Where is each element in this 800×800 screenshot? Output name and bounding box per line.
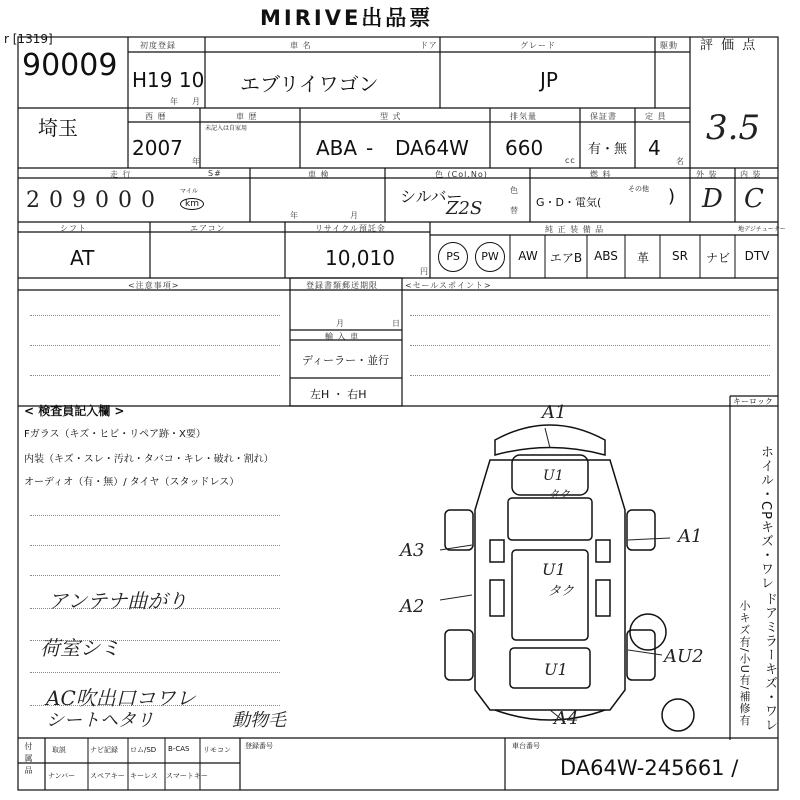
fuel-other: その他 <box>628 185 649 193</box>
mile-note: マイル <box>180 188 198 195</box>
region: 埼玉 <box>38 116 78 140</box>
door-label: ドア <box>420 41 438 50</box>
cc-value: 660 <box>505 136 544 160</box>
acc-rom-sd[interactable]: ロム/SD <box>130 746 157 754</box>
inspect-label: 車 検 <box>308 170 330 179</box>
fuel-label: 燃 料 <box>590 170 612 179</box>
score-label: 評 価 点 <box>700 38 758 53</box>
acc-number-plate[interactable]: ナンバー <box>48 772 76 780</box>
int-label: 内 装 <box>740 170 762 179</box>
form-title: MIRIVE出品票 <box>260 6 434 30</box>
lot-number: 90009 <box>22 48 118 83</box>
equip-navi[interactable]: ナビ <box>705 251 730 265</box>
tuner-label: 地デジチューナー <box>738 226 786 233</box>
right-note-1: ホイル・CPキズ・ワレ <box>758 445 773 590</box>
import-value[interactable]: ディーラー・並行 <box>302 354 390 367</box>
acc-manual[interactable]: 取説 <box>52 746 66 754</box>
equip-label: 純 正 装 備 品 <box>545 225 605 234</box>
inspect-month: 月 <box>350 211 359 220</box>
s-label: S# <box>208 169 222 178</box>
inspector-line <box>30 575 280 576</box>
roof-front-panel <box>508 498 592 540</box>
inspector-line <box>30 515 280 516</box>
inspector-line <box>30 672 280 673</box>
equip-pw[interactable]: PW <box>475 242 505 272</box>
western-label: 西 暦 <box>145 112 167 121</box>
sales-line <box>410 345 770 346</box>
doc-day: 日 <box>392 319 401 328</box>
rear-left-fender <box>445 630 473 680</box>
capacity-value: 4 <box>648 136 661 160</box>
keylock-label: キーロック <box>733 397 773 406</box>
mileage-value: 2 0 9 0 0 0 <box>26 188 156 213</box>
left-door <box>490 580 504 616</box>
color-label: 色 (Col.No) <box>435 170 488 179</box>
handwritten-note: AC吹出口コワレ <box>46 686 196 710</box>
damage-code-a1-front: A1 <box>542 402 567 423</box>
warranty-value[interactable]: 有・無 <box>588 142 628 157</box>
right-door <box>596 580 610 616</box>
acc-navi-record[interactable]: ナビ記録 <box>90 746 118 754</box>
shift-label: シフト <box>60 224 87 233</box>
equip-sunroof[interactable]: SR <box>672 249 688 263</box>
right-note-2: ドアミラーキズ・ワレ <box>762 592 777 732</box>
model-dash: - <box>366 136 374 160</box>
reg-value: H19 10 <box>132 68 205 92</box>
cc-label: 排気量 <box>510 112 537 121</box>
western-year-mark: 年 <box>192 157 201 166</box>
mileage-label: 走 行 <box>110 170 132 179</box>
equip-abs[interactable]: ABS <box>594 249 618 263</box>
inspector-line1: Fガラス（キズ・ヒビ・リペア跡・X要） <box>24 429 206 440</box>
score-value: 3.5 <box>706 108 761 148</box>
inspect-year: 年 <box>290 211 299 220</box>
western-value: 2007 <box>132 136 183 160</box>
damage-code-u1-roof: U1 <box>543 468 564 484</box>
fuel-value[interactable]: G・D・電気( <box>536 196 602 209</box>
sales-label: <セールスポイント> <box>405 281 492 290</box>
color-code: Z2S <box>446 198 483 219</box>
handwritten-note: 荷室シミ <box>40 636 120 660</box>
shift-value: AT <box>70 246 95 270</box>
wheel-icon <box>662 699 694 731</box>
equip-ps[interactable]: PS <box>438 242 468 272</box>
equip-leather[interactable]: 革 <box>636 251 649 265</box>
ext-value: D <box>702 184 723 214</box>
equip-dtv[interactable]: DTV <box>744 249 770 263</box>
damage-code-a3-left: A3 <box>400 540 425 561</box>
int-value: C <box>744 184 764 214</box>
damage-code-u1-roof-sub: タク <box>548 488 570 501</box>
acc-smart-key[interactable]: スマートキー <box>166 772 208 780</box>
damage-code-a4-rear: A4 <box>554 708 579 729</box>
reg-no-label: 登録番号 <box>245 742 273 750</box>
color-change-1: 色 <box>510 186 519 195</box>
inspector-line3: オーディオ（有・無）/ タイヤ（スタッドレス） <box>24 477 240 488</box>
acc-remote[interactable]: リモコン <box>203 746 231 754</box>
damage-code-u1-rear: U1 <box>544 660 568 679</box>
history-label: 車 歴 <box>236 112 258 121</box>
right-mirror <box>596 540 610 562</box>
sales-line <box>410 315 770 316</box>
color-value: シルバー <box>400 187 463 206</box>
capacity-unit: 名 <box>676 157 685 166</box>
reg-label: 初度登録 <box>140 41 176 50</box>
reg-year-mark: 年 <box>170 97 179 106</box>
recycle-value: 10,010 <box>325 246 395 270</box>
sales-line <box>410 375 770 376</box>
chassis-number: DA64W-245661 / <box>560 756 739 780</box>
inspector-title: < 検査員記入欄 > <box>24 404 125 418</box>
lot-prefix: r [1319] <box>4 32 53 46</box>
recycle-label: リサイクル預託金 <box>315 224 386 233</box>
caution-label: <注意事項> <box>128 281 180 290</box>
color-change-2: 替 <box>510 206 519 215</box>
spare-tire-icon <box>630 614 666 650</box>
handle-value[interactable]: 左H ・ 右H <box>310 388 367 401</box>
handwritten-note: シートヘタリ <box>46 710 154 731</box>
handwritten-note: アンテナ曲がり <box>48 589 188 613</box>
front-left-fender <box>445 510 473 550</box>
damage-code-u1-mid: U1 <box>542 560 566 579</box>
model-prefix: ABA <box>316 136 358 160</box>
ext-label: 外 装 <box>696 170 718 179</box>
doc-deadline-label: 登録書類郵送期限 <box>306 281 378 290</box>
damage-code-au2-right: AU2 <box>664 646 704 667</box>
front-right-fender <box>627 510 655 550</box>
rear-bumper-outline <box>495 710 605 720</box>
right-note-3: 小キズ有/小U有/補修有 <box>738 600 751 727</box>
km-label: km <box>180 198 204 210</box>
damage-code-a2-left: A2 <box>400 596 425 617</box>
inspector-line2: 内装（キズ・スレ・汚れ・タバコ・キレ・破れ・割れ） <box>24 454 274 465</box>
drive-label: 駆動 <box>660 41 678 50</box>
chassis-label: 車台番号 <box>512 742 540 750</box>
grade-value: JP <box>540 68 558 92</box>
left-mirror <box>490 540 504 562</box>
model-label: 型 式 <box>380 112 402 121</box>
front-bumper-outline <box>495 425 605 455</box>
model-value: DA64W <box>395 136 469 160</box>
recycle-unit: 円 <box>420 267 429 276</box>
accessories-side-label: 付属品 <box>24 742 33 778</box>
equip-aw[interactable]: AW <box>518 249 538 263</box>
acc-keyless[interactable]: キーレス <box>130 772 158 780</box>
note-line <box>30 375 280 376</box>
handwritten-note: 動物毛 <box>232 710 286 731</box>
note-line <box>30 345 280 346</box>
equip-airbag[interactable]: エアB <box>549 251 583 265</box>
import-label: 輸 入 車 <box>325 332 360 341</box>
doc-month: 月 <box>336 319 345 328</box>
ac-label: エアコン <box>190 224 226 233</box>
acc-bcas[interactable]: B-CAS <box>168 745 190 753</box>
reg-month-mark: 月 <box>192 97 201 106</box>
acc-spare-key[interactable]: スペアキー <box>90 772 125 780</box>
history-note: 未記入は自家用 <box>205 125 248 132</box>
note-line <box>30 315 280 316</box>
grade-label: グレード <box>520 41 556 50</box>
cc-unit: cc <box>565 156 576 165</box>
fuel-close: ) <box>668 186 676 207</box>
damage-code-u1-mid-sub: タク <box>548 584 575 599</box>
inspector-line <box>30 545 280 546</box>
capacity-label: 定 員 <box>645 112 667 121</box>
name-label: 車 名 <box>290 41 312 50</box>
damage-code-a1-right: A1 <box>678 526 703 547</box>
warranty-label: 保証書 <box>590 112 617 121</box>
name-value: エブリイワゴン <box>240 72 379 96</box>
